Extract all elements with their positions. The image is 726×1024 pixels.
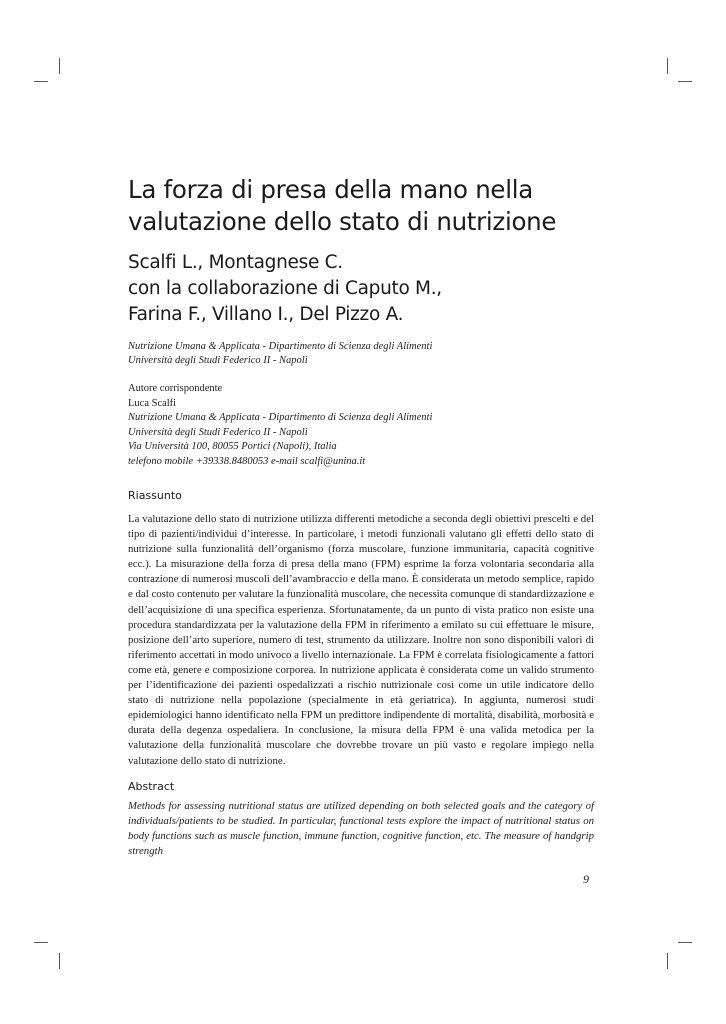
corresponding-label: Autore corrispondente — [128, 383, 223, 394]
crop-mark — [667, 953, 668, 969]
crop-mark — [34, 942, 48, 943]
author-list — [128, 250, 648, 328]
author-line: Farina F., Villano I., Del Pizzo A. — [128, 304, 404, 325]
crop-mark — [667, 58, 668, 74]
corresponding-author — [128, 382, 432, 470]
riassunto-text: La valutazione dello stato di nutrizione utilizza differenti metodiche a seconda degli obiettivi prescelti e del tipo di pazienti/individui d’interesse. In particolare, i metodi funzionali valutano gli effetti dello stato di nutrizione sulla funzionalità dell’organismo (forza muscolare, funzione immunitaria, capacità cognitive ecc.). La misurazione della forza di presa della mano (FPM) esprime la forza volontaria secondaria alla contrazione di numerosi muscoli dell’avambraccio e della mano. È considerata un metodo semplice, rapido e dal costo contenuto per valutare la funzionalità muscolare, che necessita comunque di standardizzazione e dell’acquisizione di una specifica esperienza. Sfortunatamente, da un punto di vista pratico non esiste una procedura standardizzata per la valutazione della FPM in riferimento a emilato su cui effettuare le misure, posizione dell’arto superiore, numero di test, strumento da utilizzare. Inoltre non sono disponibili valori di riferimento accettati in modo univoco a livello internazionale. La FPM è correlata fisiologicamente a fattori come età, genere e composizione corporea. In nutrizione applicata è considerata come un valido strumento per l’identificazione dei pazienti ospedalizzati a rischio nutrizionale così come un utile indicatore dello stato di nutrizione nella popolazione (specialmente in età geriatrica). In aggiunta, numerosi studi epidemiologici hanno identificato nella FPM un predittore indipendente di mortalità, disabilità, morbosità e durata della degenza ospedaliera. In conclusione, la misura della FPM è una valida metodica per la valutazione della funzionalità muscolare che dovrebbe trovare un più vasto e regolare impiego nella valutazione dello stato di nutrizione. — [128, 513, 594, 767]
riassunto-heading: Riassunto — [128, 489, 182, 502]
corresponding-contact: telefono mobile +39338.8480053 e-mail scalfi@unina.it — [128, 455, 366, 467]
page-number: 9 — [583, 872, 589, 886]
crop-mark — [59, 58, 60, 74]
affiliation-line: Nutrizione Umana & Applicata - Dipartimento di Scienza degli Alimenti — [128, 341, 433, 352]
affiliation-line: Università degli Studi Federico II - Napoli — [128, 355, 308, 366]
corresponding-line: Nutrizione Umana & Applicata - Dipartimento di Scienza degli Alimenti — [128, 412, 433, 424]
crop-mark — [59, 953, 60, 969]
paper-title — [128, 174, 648, 238]
crop-mark — [34, 81, 48, 82]
corresponding-line: Via Università 100, 80055 Portici (Napoli), Italia — [128, 441, 337, 453]
corresponding-name: Luca Scalfi — [128, 397, 177, 409]
author-line: Scalfi L., Montagnese C. — [128, 252, 343, 273]
affiliation — [128, 340, 432, 368]
abstract-heading: Abstract — [128, 780, 175, 793]
crop-mark — [678, 942, 692, 943]
abstract-text: Methods for assessing nutritional status are utilized depending on both selected goals and the category of individuals/patients to be studied. In particular, functional tests explore the impact of nutritional status on body functions such as muscle function, immune function, cognitive function, etc. The measure of handgrip strength — [128, 800, 594, 858]
author-line: con la collaborazione di Caputo M., — [128, 278, 442, 299]
title-line: La forza di presa della mano nella — [128, 175, 533, 204]
corresponding-line: Università degli Studi Federico II - Napoli — [128, 426, 308, 438]
crop-mark — [678, 81, 692, 82]
title-line: valutazione dello stato di nutrizione — [128, 207, 557, 236]
